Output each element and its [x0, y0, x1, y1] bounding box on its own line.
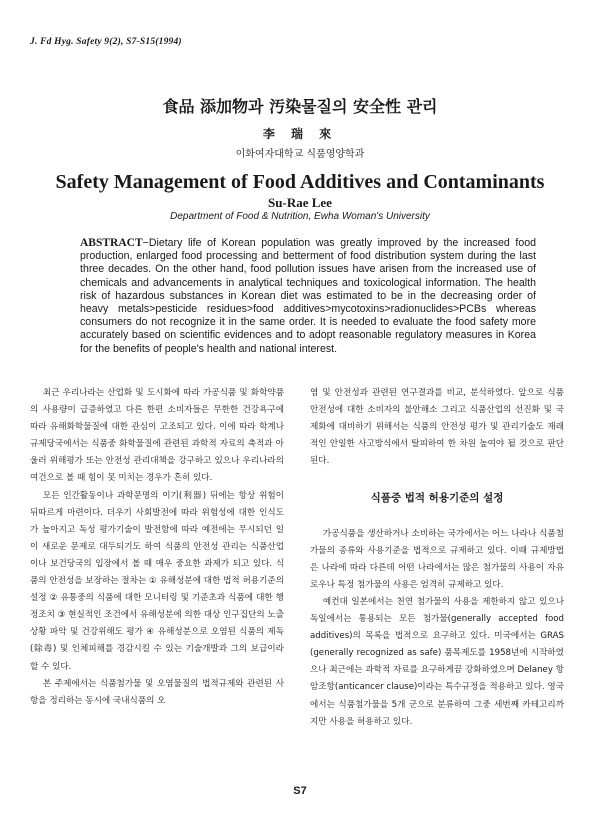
journal-reference: J. Fd Hyg. Safety 9(2), S7-S15(1994) [30, 37, 182, 47]
body-paragraph-continued: 염 및 안전성과 관련된 연구결과를 비교, 분석하였다. 앞으로 식품 안전성에 대한 소비자의 불안해소 그리고 식품산업의 선진화 및 국제화에 대비하기 위해서는 식품의 안전성 평가 및 관리기술도 재래적인 안일한 사고방식에서 탈피하여 한 차원 높여야 될 것으로 판단된다. [310, 388, 564, 467]
body-paragraph: 예컨대 일본에서는 천연 첨가물의 사용을 제한하지 않고 있으나 독일에서는 통용되는 모든 첨가물(generally accepted food additives)의 목록을 법적으로 요구하고 있다. 미국에서는 GRAS (generally recognized as safe) 품목제도를 1958년에 시작하였으나 최근에는 과학적 자료를 요구하게끔 강화하였으며 Delaney 항암조항(anticancer clause)이라는 특수규정을 적용하고 있다. 영국에서는 식품첨가물을 5개 군으로 분류하여 그중 세번째 카테고리까지만 사용을 허용하고 있다. [310, 596, 564, 727]
korean-author: 李 瑞 來 [262, 127, 338, 141]
abstract [80, 237, 536, 356]
english-title: Safety Management of Food Additives and Contaminants [55, 171, 545, 193]
body-paragraph: 가공식품을 생산하거나 소비하는 국가에서는 어느 나라나 식품첨가물의 종류와 사용기준을 법적으로 규제하고 있다. 이때 규제방법은 나라에 따라 다른데 어떤 나라에서는 많은 첨가물의 사용이 자유로우나 특정 첨가물의 사용은 엄격히 규제하고 있다. [310, 528, 564, 590]
korean-title: 食品 添加物과 汚染물질의 安全性 관리 [162, 97, 438, 116]
left-column [30, 385, 284, 710]
abstract-text: −Dietary life of Korean population was greatly improved by the increased food production, enlarged food processing and betterment of food distribution system during the last three decades. On the other hand, food pollution issues have arisen from the increased use of chemicals and advancements in analytical techniques and toxicological information. The health risk of hazardous substances in Korean diet was estimated to be in the decreasing order of heavy metals>pesticide residues>food additives>mycotoxins>radionuclides>PCBs whereas consumers do not recognize it in the same order. It is needed to evaluate the food safety more accurately based on scientific evidences and to adopt reasonable regulatory measures in Korea for the benefits of people's health and national interest. [80, 237, 536, 355]
korean-affiliation: 이화여자대학교 식품영양학과 [235, 149, 365, 160]
english-affiliation: Department of Food & Nutrition, Ewha Woman's University [170, 211, 430, 222]
body-paragraph: 본 주제에서는 식품첨가물 및 오염물질의 법적규제와 관련된 사항을 정리하는 동시에 국내식품의 오 [30, 678, 284, 706]
english-author: Su-Rae Lee [268, 195, 332, 210]
abstract-label: ABSTRACT [80, 237, 143, 249]
right-column [310, 385, 564, 731]
body-paragraph: 모든 인간활동이나 과학문명의 이기(利器) 뒤에는 항상 위험이 뒤따르게 마련이다. 더우기 사회발전에 따라 위험성에 대한 인식도가 높아지고 독성 평가기술이 발전함에 따라 예전에는 무시되던 일이 새로운 문제로 대두되기도 하여 식품의 안전성 관리는 식품산업이나 보건당국의 입장에서 볼 때 매우 중요한 과제가 되고 있다. 식품의 안전성을 보장하는 절차는 ① 유해성분에 대한 법적 허용기준의 설정 ② 유통중의 식품에 대한 모니터링 및 기준초과 식품에 대한 행정조치 ③ 현실적인 조건에서 유해성분에 의한 대상 인구집단의 노출상황 파악 및 건강위해도 평가 ④ 유해성분으로 오염된 식품의 제독(除毒) 및 인체피해를 경감시킬 수 있는 기술개발과 그의 보급이라 할 수 있다. [30, 490, 284, 672]
section-heading: 식품중 법적 허용기준의 설정 [370, 492, 504, 505]
body-paragraph: 최근 우리나라는 산업화 및 도시화에 따라 가공식품 및 화학약품의 사용량이 급증하였고 다른 한편 소비자들은 무한한 건강욕구에 따라 유해화학물질에 대한 관심이 고조되고 있다. 이에 따라 학계나 규제당국에서는 식품중 화학물질에 관련된 과학적 자료의 축적과 아울러 위해평가 또는 안전성 관리대책을 강구하고 있으나 우리나라의 여건으로 볼 때 힘이 못 미치는 경우가 흔히 있다. [30, 388, 284, 484]
page-number: S7 [293, 785, 307, 797]
